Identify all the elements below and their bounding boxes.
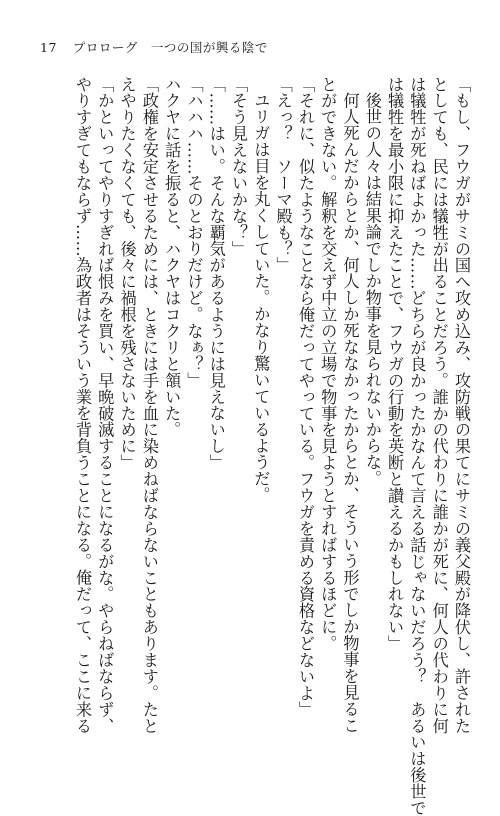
text-line: としても、民には犠牲が出ることだろう。誰かの代わりに誰かが死に、何人の代わりに何 <box>429 76 449 734</box>
text-line: ユリガは目を丸くしていた。かなり驚いているようだ。 <box>251 92 271 504</box>
text-line: 後世の人々は結果論でしか物事を見られないからな。 <box>362 92 382 487</box>
text-line: やりすぎてもならず……為政者はそういう業を背負うことになる。俺だって、ここに来る <box>72 76 92 734</box>
text-line: は犠牲が死ねばよかった……どちらが良かったかなんて言える話じゃないだろう？ あるいは後世で <box>407 76 427 816</box>
text-line: 「もし、フウガがサミの国へ攻め込み、攻防戦の果てにサミの義父殿が降伏し、許された <box>452 76 471 734</box>
text-line: 「……はい。そんな覇気があるようには見えないし」 <box>206 76 226 471</box>
text-line: えやりたくなくても、後々に禍根を残さないために」 <box>117 76 137 471</box>
text-line: 「政権を安定させるためには、ときには手を血に染めねばならないこともあります。たと <box>139 76 159 734</box>
text-line: 「えっ？ ソーマ殿も？」 <box>273 76 293 274</box>
running-header <box>40 38 268 56</box>
text-line: 「それに、似たようなことなら俺だってやっている。フウガを責める資格などないよ」 <box>295 76 315 718</box>
text-line: 「ハハハ……そのとおりだけど。なぁ？」 <box>184 76 204 389</box>
text-line: 「かといってやりすぎれば恨みを買い、早晩破滅することになるがな。やらねばならず、 <box>95 76 115 734</box>
chapter-title: プロローグ 一つの国が興る陰で <box>72 40 268 55</box>
vertical-text-body <box>71 76 472 816</box>
text-line: とができない。解釈を交えず中立の立場で物事を見ようとすればするほどに。 <box>318 76 338 652</box>
text-line: は犠牲を最小限に抑えたことで、フウガの行動を英断と讃えるかもしれない」 <box>385 76 405 652</box>
text-line: 「そう見えないかな？」 <box>229 76 249 257</box>
text-line: ハクヤに話を振ると、ハクヤはコクリと頷いた。 <box>162 76 182 438</box>
page-number: 17 <box>40 40 57 55</box>
text-line: 何人死んだからとか、何人しか死ななかったからとか、そういう形でしか物事を見るこ <box>340 92 360 734</box>
